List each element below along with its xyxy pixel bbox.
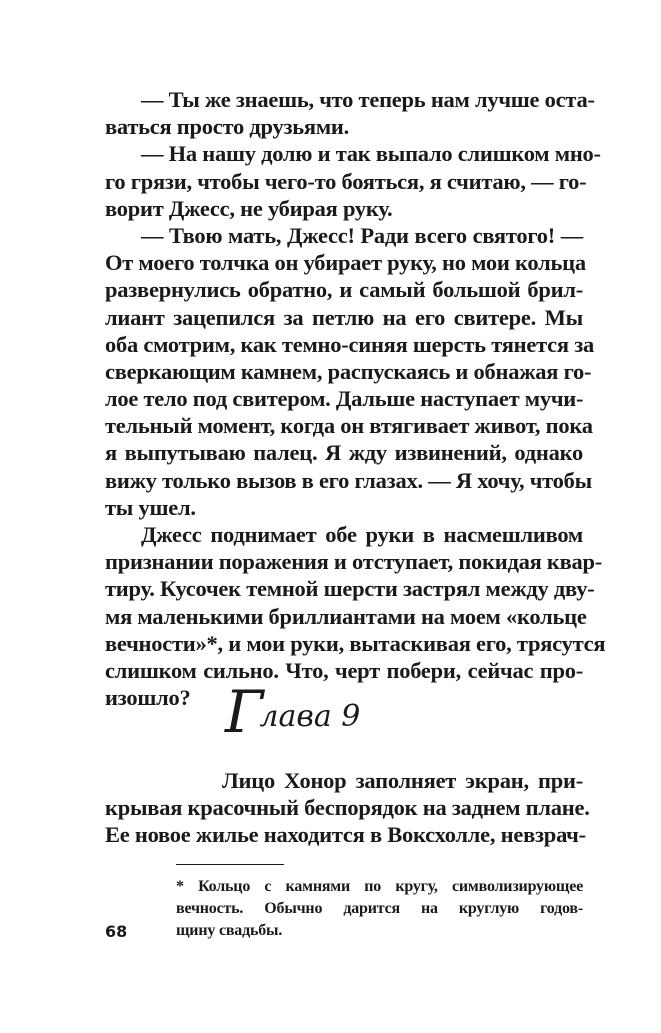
footnote-divider: [176, 864, 284, 865]
text-line: ты ушел.: [105, 494, 196, 520]
footnote: [176, 876, 583, 942]
text-line: сверкающим камнем, распускаясь и обнажая го-: [105, 358, 592, 384]
text-line: оба смотрим, как темно-синяя шерсть тянется за: [105, 331, 594, 357]
footnote-line: щину свадьбы.: [176, 922, 283, 939]
chapter-opening-text: [105, 767, 590, 849]
text-line: От моего толчка он убирает руку, но мои кольца: [105, 250, 586, 276]
text-line: тиру. Кусочек темной шерсти застрял между дву-: [105, 576, 595, 602]
text-line: Лицо Хонор заполняет экран, при-: [222, 768, 583, 793]
text-line: лиант зацепился за петлю на его свитере. Мы: [105, 304, 583, 330]
text-line: Джесс поднимает обе руки в насмешливом: [141, 522, 583, 547]
footnote-line: вечность. Обычно дарится на круглую годов-: [176, 900, 583, 917]
chapter-title-rest: лава 9: [259, 699, 361, 734]
page-number: 68: [105, 922, 128, 941]
text-line: тельный момент, когда он втягивает живот, пока: [105, 413, 593, 439]
text-line: изошло?: [105, 685, 191, 711]
text-line: Ее новое жилье находится в Воксхолле, невзрач-: [105, 822, 586, 848]
text-line: го грязи, чтобы чего-то бояться, я считаю, — го-: [105, 168, 587, 194]
text-line: мя маленькими бриллиантами на моем «кольце: [105, 603, 587, 629]
text-line: — На нашу долю и так выпало слишком мно-: [141, 141, 601, 167]
text-line: — Ты же знаешь, что теперь нам лучше оста-: [141, 87, 595, 112]
chapter-heading: [225, 678, 361, 746]
text-line: ваться просто друзьями.: [105, 114, 350, 140]
text-line: вижу только вызов в его глазах. — Я хочу, чтобы: [105, 467, 592, 493]
text-line: слишком сильно. Что, черт побери, сейчас про-: [105, 657, 583, 683]
footnote-line: * Кольцо с камнями по кругу, символизирующее: [176, 878, 583, 895]
text-line: признании поражения и отступает, покидая квар-: [105, 549, 603, 575]
main-text: [105, 86, 606, 711]
text-line: крывая красочный беспорядок на заднем плане.: [105, 795, 590, 821]
text-line: вечности»*, и мои руки, вытаскивая его, трясутся: [105, 630, 606, 656]
text-line: лое тело под свитером. Дальше наступает мучи-: [105, 386, 584, 412]
text-line: — Твою мать, Джесс! Ради всего святого! —: [141, 222, 583, 248]
text-line: развернулись обратно, и самый большой брил-: [105, 277, 583, 303]
chapter-initial: Г: [225, 678, 264, 746]
text-line: я выпутываю палец. Я жду извинений, однако: [105, 440, 583, 466]
text-line: ворит Джесс, не убирая руку.: [105, 195, 393, 221]
